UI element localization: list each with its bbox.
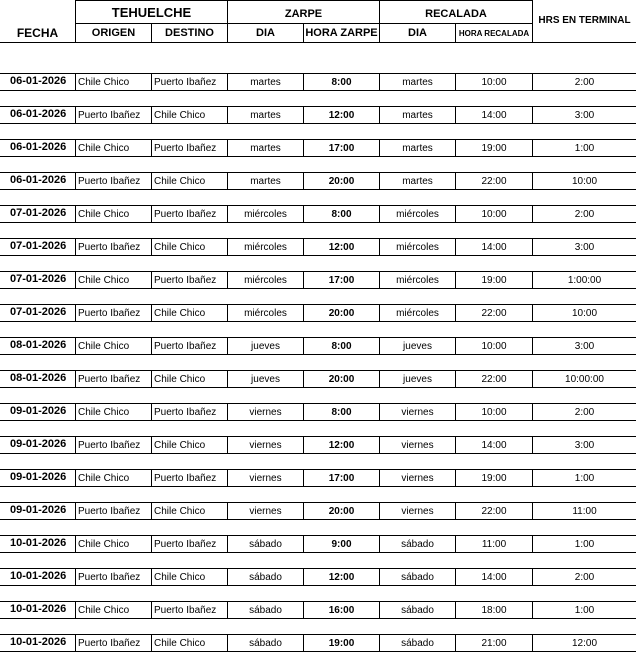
cell-origen: Chile Chico [78,143,130,154]
row-border [0,618,636,619]
cell-hrs-terminal: 12:00 [571,638,598,649]
cell-recalada-dia: martes [402,110,433,121]
cell-destino: Chile Chico [154,374,206,385]
row-border [0,288,636,289]
cell-fecha: 09-01-2026 [10,405,67,417]
cell-zarpe-dia: martes [250,143,281,154]
row-divider [151,568,152,585]
cell-zarpe-dia: viernes [249,506,282,517]
row-divider [75,403,76,420]
cell-hora-zarpe: 8:00 [331,77,352,88]
row-divider [75,502,76,519]
cell-hora-recalada: 10:00 [481,407,507,418]
cell-hora-zarpe: 8:00 [331,407,352,418]
cell-origen: Puerto Ibañez [78,638,141,649]
row-border [0,106,636,107]
cell-recalada-dia: martes [402,77,433,88]
cell-hora-recalada: 14:00 [481,242,507,253]
row-divider [75,469,76,486]
cell-hora-recalada: 21:00 [481,638,507,649]
row-divider [151,601,152,618]
cell-fecha: 08-01-2026 [10,372,67,384]
row-border [0,156,636,157]
cell-hora-recalada: 22:00 [481,176,507,187]
col-header-hrs-terminal: HRS EN TERMINAL [538,15,631,26]
cell-destino: Puerto Ibañez [154,539,217,550]
cell-hrs-terminal: 10:00:00 [565,374,604,385]
cell-recalada-dia: miércoles [396,275,439,286]
cell-destino: Chile Chico [154,440,206,451]
cell-zarpe-dia: sábado [249,539,282,550]
cell-origen: Chile Chico [78,605,130,616]
cell-fecha: 10-01-2026 [10,636,67,648]
row-divider [151,370,152,387]
cell-fecha: 06-01-2026 [10,75,67,87]
col-group-zarpe: ZARPE [284,8,323,20]
row-divider [151,337,152,354]
cell-origen: Puerto Ibañez [78,374,141,385]
row-divider [151,238,152,255]
cell-hora-zarpe: 19:00 [328,638,355,649]
cell-hora-zarpe: 20:00 [328,506,355,517]
cell-hora-recalada: 14:00 [481,110,507,121]
row-border [0,90,636,91]
row-border [0,123,636,124]
cell-zarpe-dia: martes [250,176,281,187]
cell-hrs-terminal: 3:00 [574,341,595,352]
cell-destino: Chile Chico [154,242,206,253]
cell-recalada-dia: miércoles [396,242,439,253]
cell-zarpe-dia: miércoles [244,209,287,220]
row-border [0,304,636,305]
cell-origen: Chile Chico [78,275,130,286]
cell-hora-recalada: 22:00 [481,374,507,385]
cell-hora-recalada: 18:00 [481,605,507,616]
col-header-origen: ORIGEN [91,27,136,39]
row-divider [75,436,76,453]
row-divider [75,634,76,651]
row-divider [151,73,152,90]
cell-origen: Chile Chico [78,473,130,484]
row-divider [75,337,76,354]
cell-hora-zarpe: 20:00 [328,176,355,187]
cell-hora-recalada: 19:00 [481,143,507,154]
cell-destino: Puerto Ibañez [154,407,217,418]
row-border [0,172,636,173]
row-border [0,403,636,404]
row-divider [75,535,76,552]
cell-hrs-terminal: 10:00 [571,176,598,187]
row-border [0,139,636,140]
cell-recalada-dia: jueves [403,341,432,352]
cell-hora-recalada: 19:00 [481,473,507,484]
row-border [0,502,636,503]
cell-hora-recalada: 10:00 [481,77,507,88]
row-border [0,601,636,602]
row-divider [75,370,76,387]
cell-recalada-dia: martes [402,176,433,187]
cell-hrs-terminal: 2:00 [574,407,595,418]
cell-hora-zarpe: 16:00 [328,605,355,616]
cell-hora-recalada: 22:00 [481,308,507,319]
cell-hora-recalada: 10:00 [481,341,507,352]
row-border [0,222,636,223]
cell-fecha: 09-01-2026 [10,471,67,483]
cell-hora-zarpe: 20:00 [328,308,355,319]
cell-destino: Puerto Ibañez [154,143,217,154]
cell-hora-recalada: 14:00 [481,440,507,451]
cell-zarpe-dia: miércoles [244,242,287,253]
row-divider [151,469,152,486]
header-top-border [75,0,532,1]
cell-hora-zarpe: 9:00 [331,539,352,550]
cell-hora-recalada: 22:00 [481,506,507,517]
cell-zarpe-dia: jueves [251,374,280,385]
cell-origen: Chile Chico [78,77,130,88]
cell-zarpe-dia: martes [250,77,281,88]
row-divider [151,304,152,321]
cell-origen: Puerto Ibañez [78,308,141,319]
cell-hrs-terminal: 2:00 [574,572,595,583]
row-divider [151,502,152,519]
cell-hrs-terminal: 1:00 [574,539,595,550]
cell-origen: Puerto Ibañez [78,506,141,517]
cell-fecha: 07-01-2026 [10,306,67,318]
cell-fecha: 10-01-2026 [10,570,67,582]
cell-origen: Puerto Ibañez [78,572,141,583]
cell-recalada-dia: jueves [403,374,432,385]
cell-recalada-dia: sábado [401,638,434,649]
row-divider [75,238,76,255]
cell-destino: Chile Chico [154,638,206,649]
row-divider [151,106,152,123]
row-border [0,189,636,190]
cell-recalada-dia: viernes [401,440,434,451]
cell-zarpe-dia: sábado [249,572,282,583]
cell-hora-recalada: 14:00 [481,572,507,583]
cell-hrs-terminal: 1:00 [574,473,595,484]
cell-fecha: 08-01-2026 [10,339,67,351]
row-divider [75,106,76,123]
cell-zarpe-dia: miércoles [244,308,287,319]
cell-recalada-dia: sábado [401,605,434,616]
cell-fecha: 09-01-2026 [10,504,67,516]
cell-zarpe-dia: miércoles [244,275,287,286]
vessel-name: TEHUELCHE [111,5,192,20]
cell-recalada-dia: sábado [401,572,434,583]
cell-destino: Chile Chico [154,176,206,187]
cell-hrs-terminal: 3:00 [574,110,595,121]
cell-recalada-dia: miércoles [396,209,439,220]
cell-fecha: 06-01-2026 [10,108,67,120]
cell-recalada-dia: viernes [401,506,434,517]
cell-destino: Chile Chico [154,110,206,121]
row-divider [75,73,76,90]
cell-origen: Puerto Ibañez [78,242,141,253]
cell-destino: Chile Chico [154,572,206,583]
cell-hora-zarpe: 8:00 [331,341,352,352]
row-border [0,205,636,206]
cell-destino: Puerto Ibañez [154,341,217,352]
cell-origen: Chile Chico [78,407,130,418]
row-border [0,420,636,421]
cell-hora-zarpe: 17:00 [328,143,355,154]
col-header-destino: DESTINO [165,27,214,39]
cell-zarpe-dia: martes [250,110,281,121]
cell-zarpe-dia: viernes [249,440,282,451]
row-border [0,387,636,388]
cell-recalada-dia: sábado [401,539,434,550]
row-divider [151,205,152,222]
cell-hora-zarpe: 12:00 [328,110,355,121]
cell-hora-zarpe: 12:00 [328,242,355,253]
cell-hora-zarpe: 17:00 [328,275,355,286]
cell-hrs-terminal: 1:00:00 [567,275,602,286]
cell-origen: Puerto Ibañez [78,110,141,121]
row-divider [151,271,152,288]
row-divider [151,139,152,156]
cell-origen: Puerto Ibañez [78,440,141,451]
row-divider [151,634,152,651]
row-border [0,585,636,586]
col-header-hora-recalada: HORA RECALADA [458,29,530,38]
cell-destino: Puerto Ibañez [154,77,217,88]
row-divider [75,205,76,222]
row-divider [75,139,76,156]
row-border [0,453,636,454]
cell-hrs-terminal: 10:00 [571,308,598,319]
row-border [0,354,636,355]
cell-hora-recalada: 19:00 [481,275,507,286]
col-group-recalada: RECALADA [425,8,487,20]
col-header-zarpe-dia: DIA [256,27,275,39]
col-header-hora-zarpe: HORA ZARPE [305,27,378,39]
col-header-fecha: FECHA [16,26,59,40]
cell-destino: Chile Chico [154,308,206,319]
cell-hora-recalada: 11:00 [481,539,507,550]
cell-recalada-dia: viernes [401,407,434,418]
row-divider [151,403,152,420]
row-border [0,469,636,470]
cell-hrs-terminal: 1:00 [574,605,595,616]
cell-recalada-dia: viernes [401,473,434,484]
row-divider [151,535,152,552]
row-border [0,337,636,338]
cell-hora-zarpe: 20:00 [328,374,355,385]
cell-fecha: 06-01-2026 [10,141,67,153]
cell-hrs-terminal: 2:00 [574,209,595,220]
cell-zarpe-dia: viernes [249,407,282,418]
cell-recalada-dia: miércoles [396,308,439,319]
cell-zarpe-dia: jueves [251,341,280,352]
row-divider [75,601,76,618]
row-border [0,73,636,74]
cell-hrs-terminal: 2:00 [574,77,595,88]
cell-fecha: 10-01-2026 [10,603,67,615]
row-divider [75,172,76,189]
cell-zarpe-dia: viernes [249,473,282,484]
col-header-recalada-dia: DIA [408,27,427,39]
row-divider [75,271,76,288]
cell-fecha: 07-01-2026 [10,273,67,285]
cell-destino: Puerto Ibañez [154,473,217,484]
cell-hrs-terminal: 1:00 [574,143,595,154]
cell-hora-zarpe: 12:00 [328,572,355,583]
cell-destino: Chile Chico [154,506,206,517]
cell-hrs-terminal: 3:00 [574,440,595,451]
cell-hora-zarpe: 17:00 [328,473,355,484]
cell-hrs-terminal: 11:00 [572,506,597,517]
cell-origen: Chile Chico [78,539,130,550]
row-divider [151,436,152,453]
cell-origen: Puerto Ibañez [78,176,141,187]
header-bottom-border [0,42,636,43]
cell-destino: Puerto Ibañez [154,605,217,616]
row-border [0,634,636,635]
cell-origen: Chile Chico [78,341,130,352]
row-border [0,255,636,256]
row-divider [75,568,76,585]
cell-fecha: 09-01-2026 [10,438,67,450]
row-border [0,271,636,272]
row-border [0,370,636,371]
row-border [0,238,636,239]
cell-hrs-terminal: 3:00 [574,242,595,253]
row-border [0,535,636,536]
row-border [0,552,636,553]
cell-recalada-dia: martes [402,143,433,154]
cell-hora-zarpe: 12:00 [328,440,355,451]
cell-destino: Puerto Ibañez [154,275,217,286]
row-border [0,436,636,437]
cell-hora-recalada: 10:00 [481,209,507,220]
row-divider [151,172,152,189]
cell-fecha: 10-01-2026 [10,537,67,549]
cell-origen: Chile Chico [78,209,130,220]
row-border [0,568,636,569]
row-border [0,321,636,322]
cell-fecha: 07-01-2026 [10,207,67,219]
row-divider [75,304,76,321]
cell-fecha: 06-01-2026 [10,174,67,186]
cell-zarpe-dia: sábado [249,605,282,616]
row-border [0,486,636,487]
cell-hora-zarpe: 8:00 [331,209,352,220]
cell-fecha: 07-01-2026 [10,240,67,252]
row-border [0,519,636,520]
cell-destino: Puerto Ibañez [154,209,217,220]
cell-zarpe-dia: sábado [249,638,282,649]
